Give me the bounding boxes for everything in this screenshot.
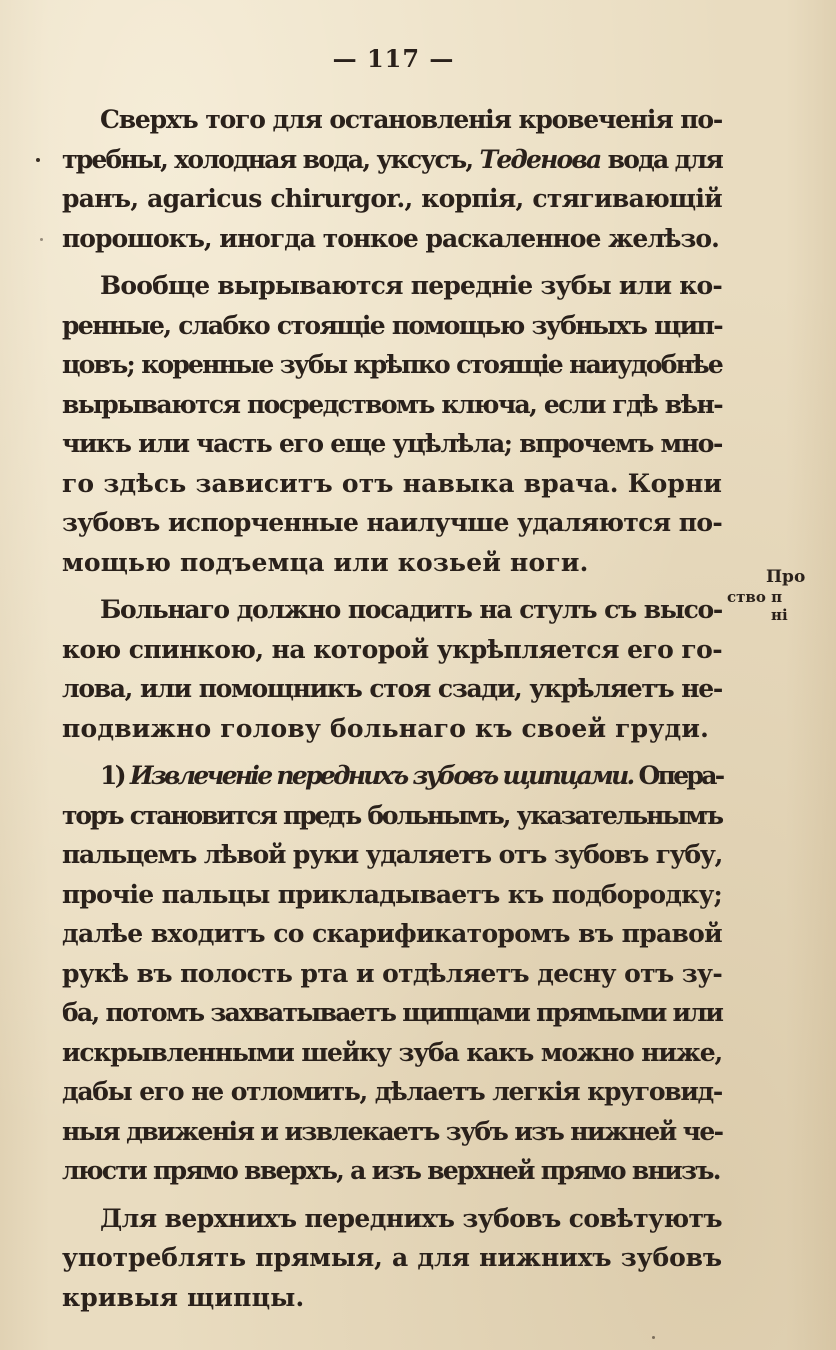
text-line [62,140,722,180]
italic-text: Теденова [479,144,601,174]
paragraph [62,266,722,582]
text-run: вырываются посредствомъ ключа, если гдѣ вѣн- [62,389,722,419]
margin-note-line-2: ство п [727,588,783,606]
paragraph [62,590,722,748]
margin-note-line-1: Про [766,567,806,587]
text-line [62,1278,722,1318]
text-run: далѣе входитъ со скарификаторомъ въ правой [62,919,722,948]
text-line [62,875,722,915]
text-run: рукѣ въ полость рта и отдѣляетъ десну отъ зу- [62,958,722,988]
text-line [62,756,722,796]
text-line [62,266,722,306]
text-run: ныя движенія и извлекаетъ зубъ изъ нижней че- [62,1116,723,1146]
text-run: Больнаго должно посадить на стулъ съ высо- [100,595,722,624]
text-run: дабы его не отломить, дѣлаетъ легкія круговид- [62,1077,722,1106]
text-line [62,630,722,670]
text-run: люсти прямо вверхъ, а изъ верхней прямо внизъ. [62,1156,720,1185]
page-number: — 117 — [332,44,455,73]
text-run: прочіе пальцы прикладываетъ къ подбородку; [62,879,722,909]
text-run: вода для [600,144,722,174]
text-run: требны, холодная вода, уксусъ, [62,144,480,174]
text-line [62,1151,722,1191]
text-line [62,709,722,749]
text-line [62,424,722,464]
text-line [62,503,722,543]
text-line [62,1199,722,1239]
text-run: цовъ; коренные зубы крѣпко стоящіе наиудобнѣе [62,350,722,379]
text-run: Сверхъ того для остановленія кровеченія по- [100,105,722,134]
text-run: Для верхнихъ переднихъ зубовъ совѣтуютъ [100,1203,722,1233]
ink-speck [40,238,43,241]
text-run: подвижно голову больнаго къ своей груди. [62,713,710,743]
text-line [62,1072,722,1112]
text-line [62,669,722,709]
text-line [62,1033,722,1073]
text-line [62,306,722,346]
text-line [62,835,722,875]
margin-note-line-3: ні [771,606,788,624]
text-line [62,464,722,504]
text-line [62,590,722,630]
paragraph [62,1199,722,1318]
paragraph [62,756,722,1191]
text-run: 1) [100,761,130,790]
ink-speck [652,1336,655,1339]
text-line [62,796,722,836]
text-run: ба, потомъ захватываетъ щипцами прямыми или [62,998,723,1027]
text-run: кривыя щипцы. [62,1282,305,1312]
text-run: пальцемъ лѣвой руки удаляетъ отъ зубовъ губу, [62,840,722,869]
text-run: кою спинкою, на которой укрѣпляется его го- [62,634,722,664]
text-line [62,100,722,140]
text-line [62,914,722,954]
text-run: ренные, слабко стоящіе помощью зубныхъ щип- [62,310,722,340]
text-line [62,954,722,994]
text-run: Опера- [632,761,723,790]
text-line [62,993,722,1033]
text-run: мощью подъемца или козьей ноги. [62,547,589,577]
text-line [62,543,722,583]
ink-speck [36,158,40,162]
text-run: употреблять прямыя, а для нижнихъ зубовъ [62,1243,722,1272]
text-line [62,219,722,259]
text-run: го здѣсь зависитъ отъ навыка врача. Корни [62,468,722,498]
body-text [62,100,722,1325]
text-line [62,345,722,385]
text-run: искрывленными шейку зуба какъ можно ниже, [62,1037,722,1067]
text-line [62,179,722,219]
text-run: Вообще вырываются передніе зубы или ко- [100,271,722,300]
text-line [62,385,722,425]
text-run: чикъ или часть его еще уцѣлѣла; впрочемъ мно- [62,429,722,458]
text-run: зубовъ испорченные наилучше удаляются по- [62,508,722,537]
text-run: порошокъ, иногда тонкое раскаленное желѣзо. [62,223,719,253]
text-line [62,1238,722,1278]
text-run: лова, или помощникъ стоя сзади, укрѣляетъ не- [62,674,722,703]
text-run: торъ становится предъ больнымъ, указательнымъ [62,800,722,830]
text-run: ранъ, agaricus chirurgor., корпія, стягивающій [62,184,722,213]
paragraph [62,100,722,258]
text-line [62,1112,722,1152]
italic-text: Извлеченіе переднихъ зубовъ щипцами. [129,761,633,790]
